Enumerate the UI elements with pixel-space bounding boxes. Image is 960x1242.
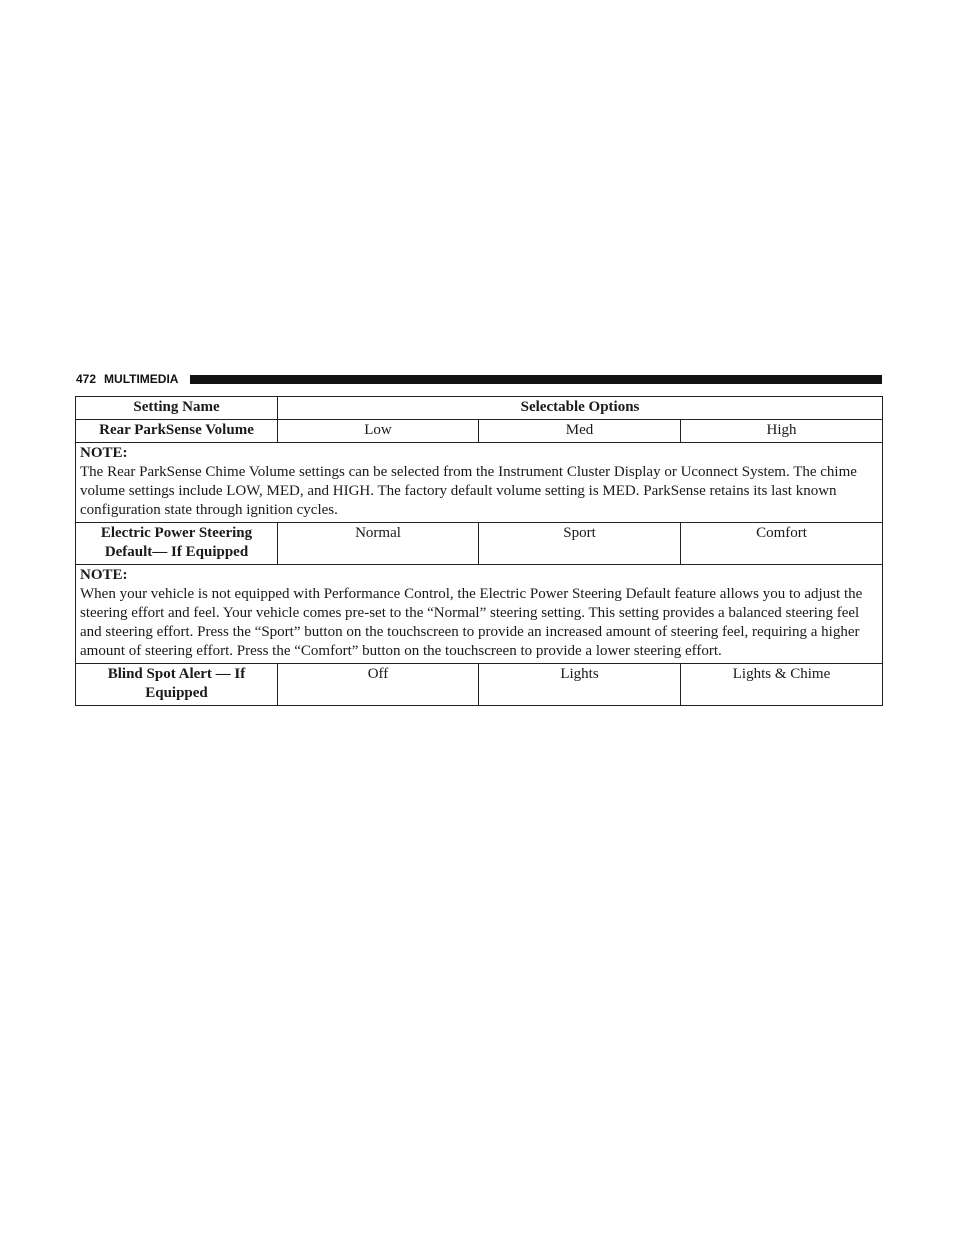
- page-header: [76, 371, 882, 387]
- note-cell: [76, 565, 883, 664]
- note-text: When your vehicle is not equipped with Performance Control, the Electric Power Steering Default feature allows you to adjust the steering effort and feel. Your vehicle comes pre-set to the “Normal” steering setting. This setting provides a balanced steering feel and steering effort. Press the “Sport” button on the touchscreen to provide an increased amount of steering feel, requiring a higher amount of steering effort. Press the “Comfort” button on the touchscreen to provide a lower steering effort.: [80, 586, 863, 659]
- table-row: [76, 523, 883, 565]
- setting-name: [76, 664, 278, 706]
- table-row: [76, 664, 883, 706]
- setting-name-line: Equipped: [145, 685, 208, 701]
- header-rule: [190, 375, 882, 384]
- note-title: NOTE:: [80, 445, 128, 461]
- option-cell: Off: [278, 664, 479, 706]
- option-cell: High: [681, 420, 883, 443]
- table-row: [76, 420, 883, 443]
- setting-name: [76, 523, 278, 565]
- option-cell: Lights: [479, 664, 681, 706]
- option-cell: Comfort: [681, 523, 883, 565]
- setting-name-line: Blind Spot Alert — If: [107, 666, 246, 682]
- option-cell: Med: [479, 420, 681, 443]
- note-title: NOTE:: [80, 567, 128, 583]
- table-header-row: [76, 397, 883, 420]
- column-header-selectable-options: Selectable Options: [278, 397, 883, 420]
- setting-name-line: Electric Power Steering: [100, 525, 253, 541]
- page-number: 472: [76, 372, 97, 386]
- column-header-setting-name: Setting Name: [76, 397, 278, 420]
- setting-name: Rear ParkSense Volume: [76, 420, 278, 443]
- note-row: [76, 565, 883, 664]
- section-title: MULTIMEDIA: [104, 372, 179, 386]
- option-cell: Sport: [479, 523, 681, 565]
- option-cell: Lights & Chime: [681, 664, 883, 706]
- note-cell: [76, 443, 883, 523]
- note-row: [76, 443, 883, 523]
- option-cell: Normal: [278, 523, 479, 565]
- option-cell: Low: [278, 420, 479, 443]
- settings-table: [75, 396, 883, 706]
- setting-name-line: Default— If Equipped: [104, 544, 249, 560]
- note-text: The Rear ParkSense Chime Volume settings can be selected from the Instrument Cluster Display or Uconnect System. The chime volume settings include LOW, MED, and HIGH. The factory default volume setting is MED. ParkSense retains its last known configuration state through ignition cycles.: [80, 464, 857, 518]
